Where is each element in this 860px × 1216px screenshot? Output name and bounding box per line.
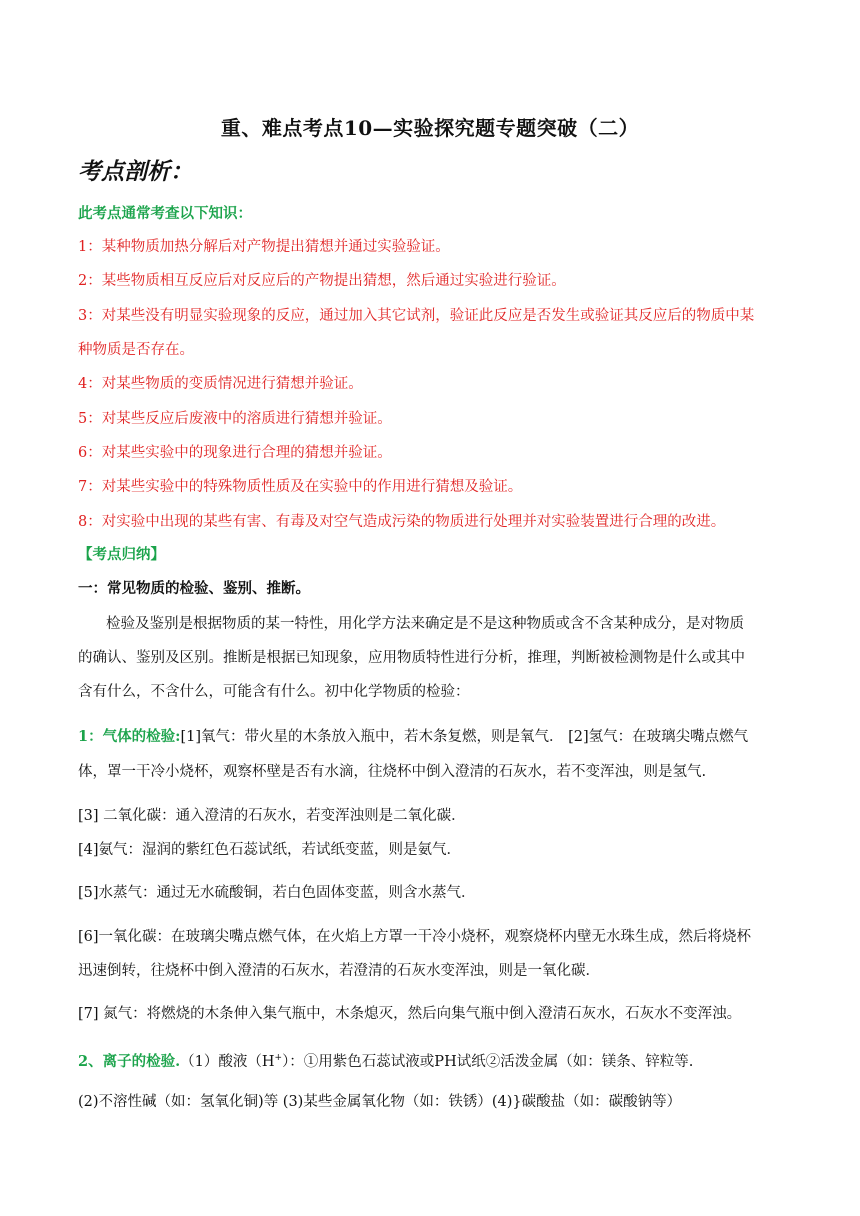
ion-line-2: (2)不溶性碱（如：氢氧化铜)等 (3)某些金属氧化物（如：铁锈）(4)}碳酸盐（如：碳酸钠等） bbox=[78, 1094, 682, 1110]
point-3: 3：对某些没有明显实验现象的反应，通过加入其它试剂，验证此反应是否发生或验证其反应后的物质中某 bbox=[78, 308, 755, 324]
gas-line-1 bbox=[78, 727, 784, 747]
section-heading: 考点剖析： bbox=[78, 158, 193, 185]
gas-co2: [3] 二氧化碳：通入澄清的石灰水，若变浑浊则是二氧化碳． bbox=[78, 808, 466, 824]
gas-co-1: [6]一氧化碳：在玻璃尖嘴点燃气体，在火焰上方罩一干冷小烧杯，观察烧杯内壁无水珠生成，然后将烧杯 bbox=[78, 929, 752, 945]
point-4: 4：对某些物质的变质情况进行猜想并验证。 bbox=[78, 376, 363, 392]
ion-superscript: + bbox=[274, 1053, 283, 1063]
point-7: 7：对某些实验中的特殊物质性质及在实验中的作用进行猜想及验证。 bbox=[78, 479, 523, 495]
point-2: 2：某些物质相互反应后对反应后的产物提出猜想，然后通过实验进行验证。 bbox=[78, 273, 566, 289]
ion-line-1 bbox=[78, 1048, 784, 1072]
point-3-cont: 种物质是否存在。 bbox=[78, 342, 194, 358]
gas-h2o: [5]水蒸气：通过无水硫酸铜，若白色固体变蓝，则含水蒸气． bbox=[78, 885, 476, 901]
point-1: 1：某种物质加热分解后对产物提出猜想并通过实验验证。 bbox=[78, 239, 450, 255]
gas-label: 1：气体的检验: bbox=[78, 728, 181, 745]
point-6: 6：对某些实验中的现象进行合理的猜想并验证。 bbox=[78, 445, 392, 461]
ion-text-b: ）：①用紫色石蕊试液或PH试纸②活泼金属（如：镁条、锌粒等. bbox=[282, 1053, 694, 1070]
point-5: 5：对某些反应后废液中的溶质进行猜想并验证。 bbox=[78, 411, 392, 427]
document-title: 重、难点考点10—实验探究题专题突破（二） bbox=[220, 116, 640, 140]
para-line-3: 含有什么，不含什么，可能含有什么。初中化学物质的检验： bbox=[78, 684, 470, 700]
intro-text: 此考点通常考查以下知识： bbox=[78, 205, 252, 222]
gas-text-1: [1]氧气：带火星的木条放入瓶中，若木条复燃，则是氧气． [2]氢气：在玻璃尖嘴点燃气 bbox=[180, 729, 749, 745]
gas-nh3: [4]氨气：湿润的紫红色石蕊试纸，若试纸变蓝，则是氨气． bbox=[78, 842, 462, 858]
gas-line-2: 体，罩一干冷小烧杯，观察杯壁是否有水滴，往烧杯中倒入澄清的石灰水，若不变浑浊，则是氢气. bbox=[78, 764, 707, 780]
gas-co-2: 迅速倒转，往烧杯中倒入澄清的石灰水，若澄清的石灰水变浑浊，则是一氧化碳． bbox=[78, 963, 600, 979]
para-line-2: 的确认、鉴别及区别。推断是根据已知现象，应用物质特性进行分析，推理，判断被检测物是什么或其中 bbox=[78, 650, 745, 666]
point-8: 8：对实验中出现的某些有害、有毒及对空气造成污染的物质进行处理并对实验装置进行合理的改进。 bbox=[78, 514, 726, 530]
ion-label: 2、离子的检验. bbox=[78, 1052, 181, 1070]
para-line-1: 检验及鉴别是根据物质的某一特性，用化学方法来确定是不是这种物质或含不含某种成分，是对物质 bbox=[106, 616, 744, 632]
part1-heading: 一：常见物质的检验、鉴别、推断。 bbox=[78, 580, 310, 597]
summary-heading: 【考点归纳】 bbox=[78, 546, 165, 563]
gas-n2: [7] 氮气：将燃烧的木条伸入集气瓶中，木条熄灭，然后向集气瓶中倒入澄清石灰水，石灰水不变浑浊。 bbox=[78, 1006, 742, 1022]
ion-text-a: （1）酸液（H bbox=[180, 1053, 275, 1070]
